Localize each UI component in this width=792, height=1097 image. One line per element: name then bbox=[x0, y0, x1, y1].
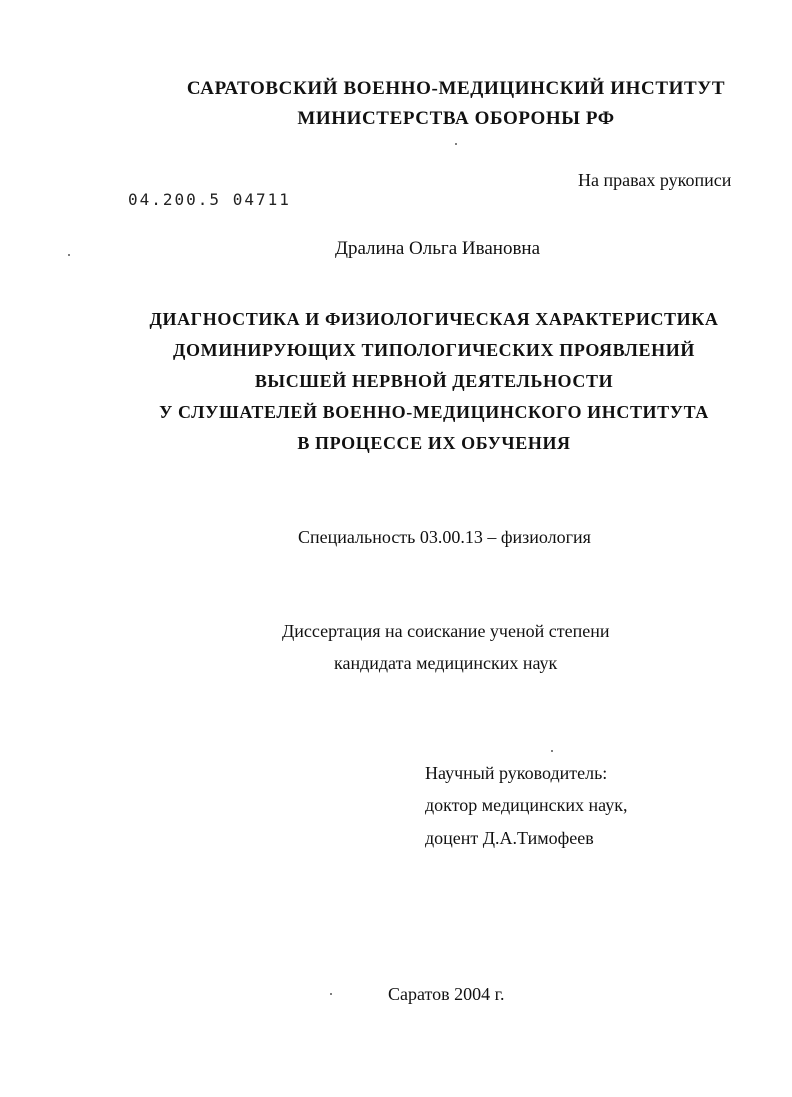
scan-speck bbox=[455, 143, 457, 145]
author-name: Дралина Ольга Ивановна bbox=[335, 238, 541, 259]
supervisor-degree: доктор медицинских наук, bbox=[425, 795, 628, 815]
degree-statement-line2: кандидата медицинских наук bbox=[334, 653, 558, 673]
scan-speck bbox=[551, 750, 553, 752]
supervisor-heading: Научный руководитель: bbox=[425, 763, 608, 783]
dissertation-title-line-3: ВЫСШЕЙ НЕРВНОЙ ДЕЯТЕЛЬНОСТИ bbox=[254, 371, 614, 391]
dissertation-title-line-1: ДИАГНОСТИКА И ФИЗИОЛОГИЧЕСКАЯ ХАРАКТЕРИСТИКА bbox=[149, 309, 719, 329]
scan-speck bbox=[330, 993, 332, 995]
dissertation-title-line-5: В ПРОЦЕССЕ ИХ ОБУЧЕНИЯ bbox=[297, 433, 571, 453]
scan-speck bbox=[68, 254, 70, 256]
supervisor-name: доцент Д.А.Тимофеев bbox=[425, 828, 594, 848]
registration-number-stamp: 04.200.5 04711 bbox=[128, 190, 291, 209]
specialty-line: Специальность 03.00.13 – физиология bbox=[298, 527, 591, 547]
dissertation-title-line-2: ДОМИНИРУЮЩИХ ТИПОЛОГИЧЕСКИХ ПРОЯВЛЕНИЙ bbox=[173, 340, 695, 360]
manuscript-rights-note: На правах рукописи bbox=[578, 170, 732, 190]
institute-name-line1: САРАТОВСКИЙ ВОЕННО-МЕДИЦИНСКИЙ ИНСТИТУТ bbox=[186, 78, 726, 99]
dissertation-title-line-4: У СЛУШАТЕЛЕЙ ВОЕННО-МЕДИЦИНСКОГО ИНСТИТУТА bbox=[159, 402, 709, 422]
degree-statement-line1: Диссертация на соискание ученой степени bbox=[282, 621, 610, 641]
institute-name-line2: МИНИСТЕРСТВА ОБОРОНЫ РФ bbox=[297, 108, 615, 129]
place-and-year: Саратов 2004 г. bbox=[388, 984, 505, 1004]
